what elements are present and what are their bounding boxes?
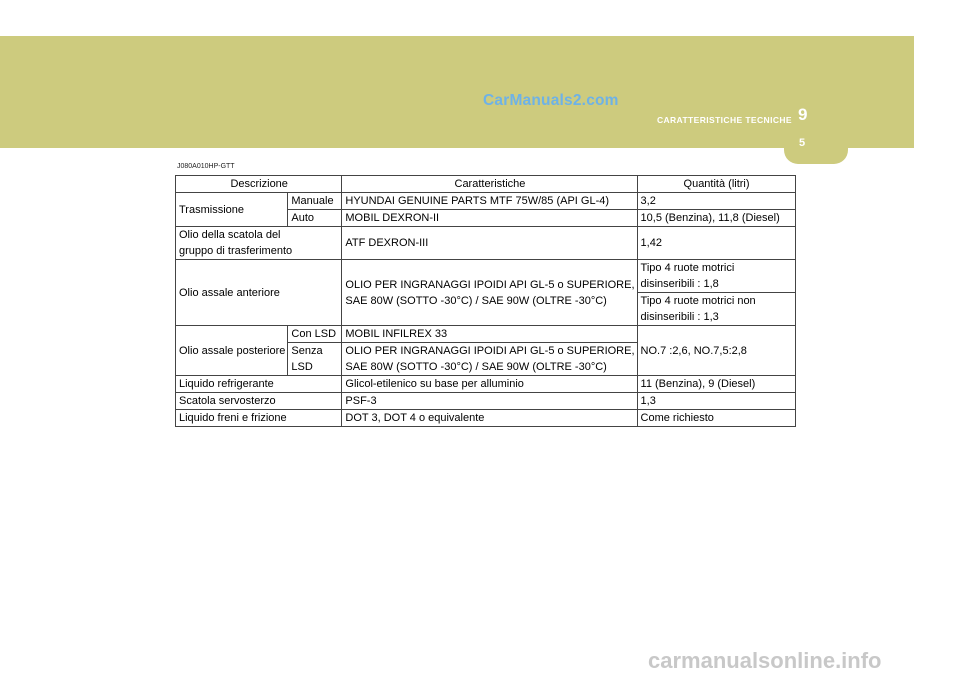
row-label-trasferimento [176,227,342,260]
spec-refrigerante: Glicol-etilenico su base per alluminio [342,376,637,393]
header-band [0,36,914,148]
chapter-title: CARATTERISTICHE TECNICHE [656,115,792,125]
watermark-link[interactable]: CarManuals2.com [483,92,619,109]
table-header-row [176,176,796,193]
qty-servosterzo: 1,3 [637,393,795,410]
qty-posteriore: NO.7 :2,6, NO.7,5:2,8 [637,326,795,376]
qty-trasferimento: 1,42 [637,227,795,260]
qty-line: disinseribili : 1,8 [640,278,719,290]
table-row [176,193,796,210]
qty-anteriore-disinseribili [637,260,795,293]
page-number: 5 [798,137,806,149]
spec-line: SAE 80W (SOTTO -30°C) / SAE 90W (OLTRE -30°C) [345,294,607,307]
row-label-refrigerante: Liquido refrigerante [176,376,342,393]
sub-label-con-lsd: Con LSD [288,326,342,343]
label-line: gruppo di trasferimento [179,245,293,257]
sub-label-manuale: Manuale [288,193,342,210]
label-line: Olio della scatola del [179,229,281,241]
chapter-number: 9 [798,105,808,124]
sub-label-senza-lsd [288,343,342,376]
qty-refrigerante: 11 (Benzina), 9 (Diesel) [637,376,795,393]
qty-line: Tipo 4 ruote motrici non [640,295,756,307]
header-caratteristiche: Caratteristiche [342,176,637,193]
row-label-posteriore: Olio assale posteriore [176,326,288,376]
spec-manuale: HYUNDAI GENUINE PARTS MTF 75W/85 (API GL-4) [342,193,637,210]
spec-freni: DOT 3, DOT 4 o equivalente [342,410,637,427]
spec-con-lsd: MOBIL INFILREX 33 [342,326,637,343]
spec-auto: MOBIL DEXRON-II [342,210,637,227]
table-row [176,393,796,410]
row-label-anteriore: Olio assale anteriore [176,260,342,326]
table-row [176,326,796,343]
spec-trasferimento: ATF DEXRON-III [342,227,637,260]
spec-line: OLIO PER INGRANAGGI IPOIDI API GL-5 o SUPERIORE, [345,278,635,291]
spec-line: OLIO PER INGRANAGGI IPOIDI API GL-5 o SUPERIORE, [345,345,635,357]
qty-anteriore-non-disinseribili [637,293,795,326]
table-row [176,227,796,260]
qty-line: disinseribili : 1,3 [640,311,719,323]
table-row [176,410,796,427]
table-row [176,260,796,293]
qty-manuale: 3,2 [637,193,795,210]
row-label-servosterzo: Scatola servosterzo [176,393,342,410]
qty-auto: 10,5 (Benzina), 11,8 (Diesel) [637,210,795,227]
qty-freni: Come richiesto [637,410,795,427]
header-quantita: Quantità (litri) [637,176,795,193]
spec-servosterzo: PSF-3 [342,393,637,410]
specifications-table [175,175,796,427]
row-label-freni: Liquido freni e frizione [176,410,342,427]
header-descrizione: Descrizione [176,176,342,193]
sub-label-auto: Auto [288,210,342,227]
spec-senza-lsd [342,343,637,376]
footer-watermark: carmanualsonline.info [648,648,882,673]
document-code: J080A010HP-GTT [177,163,235,170]
spec-line: SAE 80W (SOTTO -30°C) / SAE 90W (OLTRE -30°C) [345,361,607,373]
label-line: LSD [291,361,313,373]
label-line: Senza [291,345,323,357]
row-label-trasmissione: Trasmissione [176,193,288,227]
table-row [176,376,796,393]
qty-line: Tipo 4 ruote motrici [640,262,735,274]
spec-anteriore [342,260,637,326]
